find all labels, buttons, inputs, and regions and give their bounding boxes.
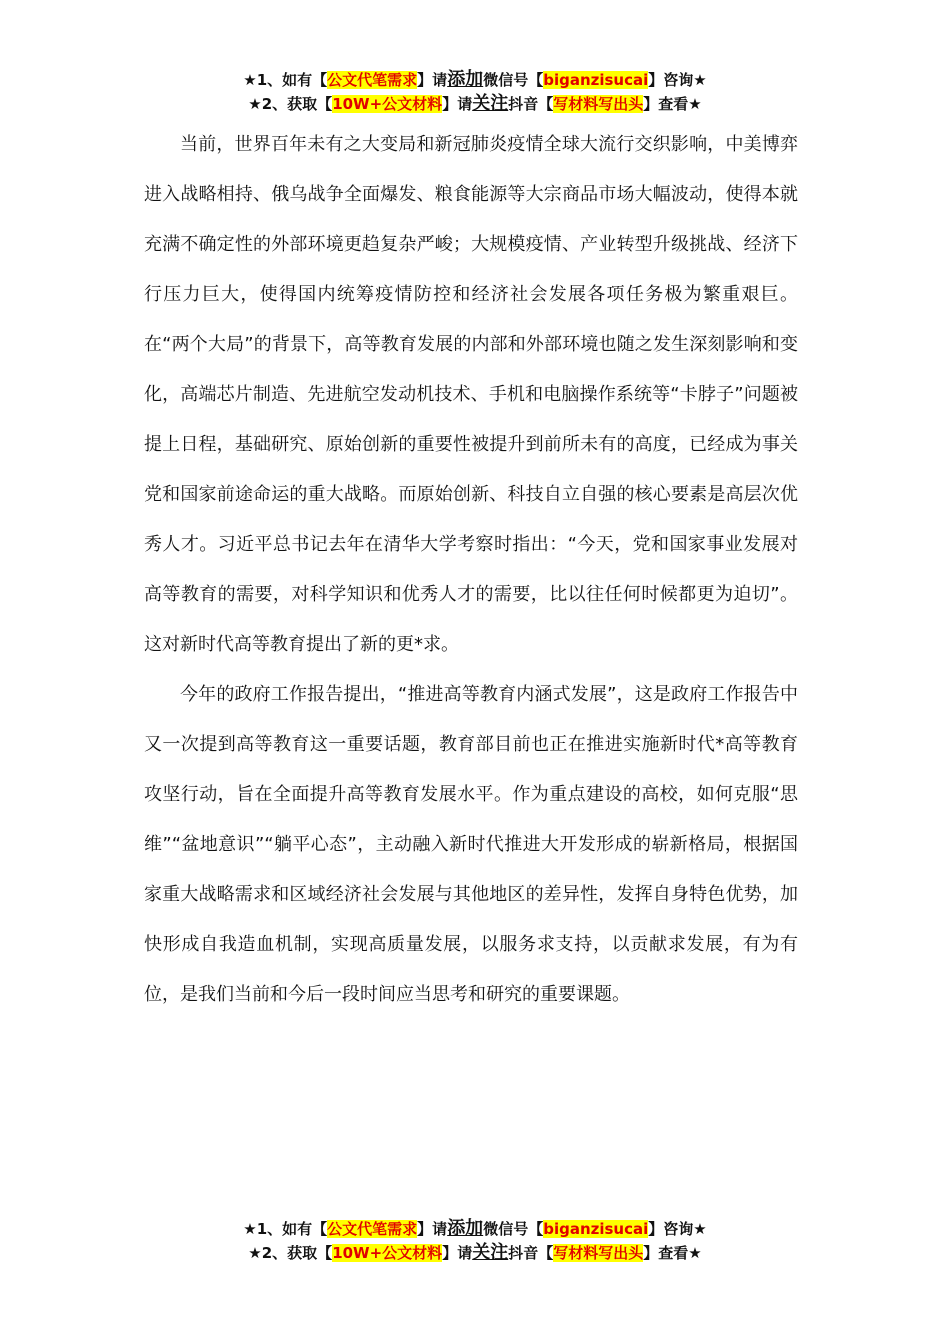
banner-text: 】请 [417, 1220, 448, 1238]
banner-line-1 [0, 68, 950, 92]
highlight-materials: 10W+公文材料 [332, 1244, 443, 1262]
banner-text: 】请 [442, 1244, 473, 1262]
banner-text: 】请 [442, 95, 473, 113]
emphasis-follow: 关注 [472, 1242, 509, 1263]
banner-text: 抖音【 [508, 95, 554, 113]
banner-text: 】请 [417, 71, 448, 89]
banner-text: 】咨询★ [648, 1220, 707, 1238]
banner-line-1 [0, 1217, 950, 1241]
emphasis-follow: 关注 [472, 93, 509, 114]
banner-text: ★2、获取【 [248, 95, 333, 113]
highlight-wechat-id: biganzisucai [543, 1220, 649, 1238]
document-body [144, 120, 798, 1020]
banner-line-2 [0, 92, 950, 116]
emphasis-add: 添加 [447, 69, 484, 90]
highlight-douyin-account: 写材料写出头 [553, 95, 644, 113]
footer-banner [0, 1217, 950, 1265]
banner-text: 抖音【 [508, 1244, 554, 1262]
banner-text: 微信号【 [483, 1220, 544, 1238]
banner-text: 】查看★ [643, 95, 702, 113]
banner-text: 】查看★ [643, 1244, 702, 1262]
emphasis-add: 添加 [447, 1218, 484, 1239]
body-paragraph-1: 当前，世界百年未有之大变局和新冠肺炎疫情全球大流行交织影响，中美博弈进入战略相持、俄乌战争全面爆发、粮食能源等大宗商品市场大幅波动，使得本就充满不确定性的外部环境更趋复杂严峻；大规模疫情、产业转型升级挑战、经济下行压力巨大，使得国内统筹疫情防控和经济社会发展各项任务极为繁重艰巨。在“两个大局”的背景下，高等教育发展的内部和外部环境也随之发生深刻影响和变化，高端芯片制造、先进航空发动机技术、手机和电脑操作系统等“卡脖子”问题被提上日程，基础研究、原始创新的重要性被提升到前所未有的高度，已经成为事关党和国家前途命运的重大战略。而原始创新、科技自立自强的核心要素是高层次优秀人才。习近平总书记去年在清华大学考察时指出：“今天，党和国家事业发展对高等教育的需要，对科学知识和优秀人才的需要，比以往任何时候都更为迫切”。这对新时代高等教育提出了新的更*求。 [144, 134, 798, 655]
highlight-ghostwriting-service: 公文代笔需求 [327, 71, 418, 89]
body-paragraph-2: 今年的政府工作报告提出，“推进高等教育内涵式发展”，这是政府工作报告中又一次提到高等教育这一重要话题，教育部目前也正在推进实施新时代*高等教育攻坚行动，旨在全面提升高等教育发展水平。作为重点建设的高校，如何克服“思维”“盆地意识”“躺平心态”，主动融入新时代推进大开发形成的崭新格局，根据国家重大战略需求和区域经济社会发展与其他地区的差异性，发挥自身特色优势，加快形成自我造血机制，实现高质量发展，以服务求支持，以贡献求发展，有为有位，是我们当前和今后一段时间应当思考和研究的重要课题。 [144, 684, 798, 1005]
header-banner [0, 68, 950, 116]
banner-text: 微信号【 [483, 71, 544, 89]
banner-text: ★2、获取【 [248, 1244, 333, 1262]
banner-text: ★1、如有【 [243, 71, 328, 89]
banner-line-2 [0, 1241, 950, 1265]
highlight-douyin-account: 写材料写出头 [553, 1244, 644, 1262]
banner-text: ★1、如有【 [243, 1220, 328, 1238]
banner-text: 】咨询★ [648, 71, 707, 89]
highlight-materials: 10W+公文材料 [332, 95, 443, 113]
highlight-ghostwriting-service: 公文代笔需求 [327, 1220, 418, 1238]
highlight-wechat-id: biganzisucai [543, 71, 649, 89]
